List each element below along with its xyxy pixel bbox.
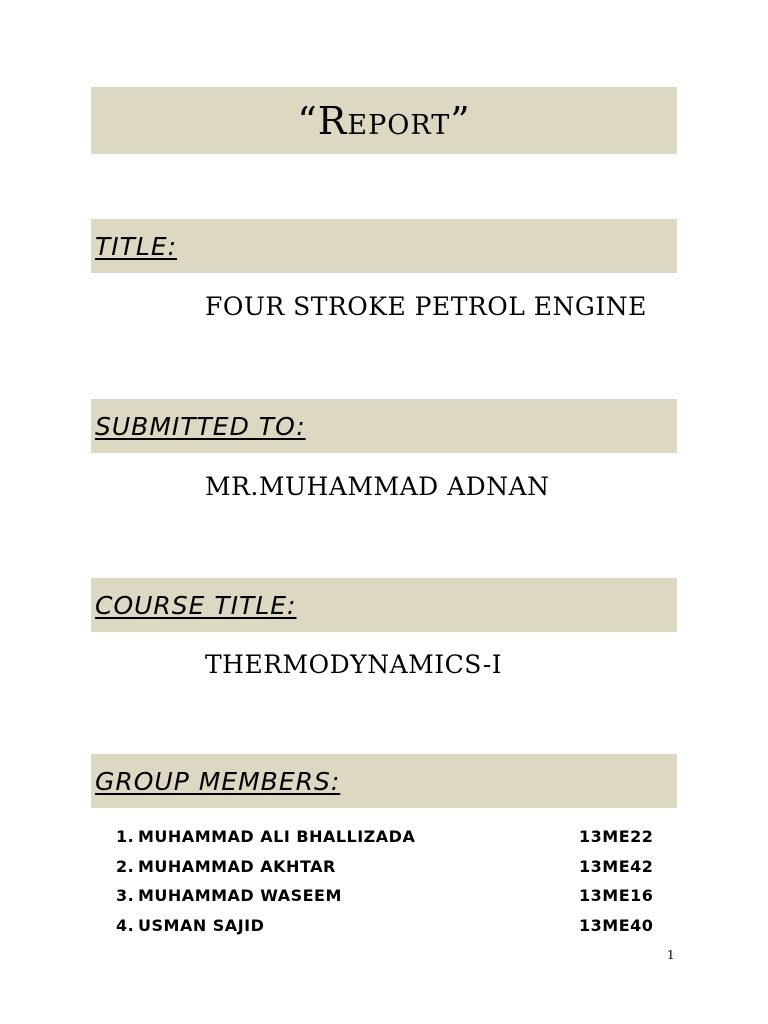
member-name: MUHAMMAD WASEEM [138,886,342,906]
list-item [116,881,661,911]
member-id: 13ME42 [579,856,654,876]
report-title: “Report” [297,98,471,143]
title-section-band [91,219,677,273]
member-id: 13ME40 [579,915,654,935]
submitted-to-heading: SUBMITTED TO: [95,411,306,441]
member-number: 3. [116,886,135,906]
list-item [116,911,661,941]
member-number: 4. [116,915,135,935]
title-value: FOUR STROKE PETROL ENGINE [205,292,647,321]
member-name: MUHAMMAD ALI BHALLIZADA [138,827,416,847]
title-heading: TITLE: [95,231,178,261]
member-name: USMAN SAJID [138,915,265,935]
member-number: 2. [116,856,135,876]
submitted-to-section-band [91,399,677,453]
group-members-heading: GROUP MEMBERS: [95,766,341,796]
list-item [116,852,661,882]
group-members-list [116,822,661,940]
submitted-to-value: MR.MUHAMMAD ADNAN [205,472,550,501]
course-title-value: THERMODYNAMICS-I [205,650,503,679]
member-id: 13ME16 [579,886,654,906]
list-item [116,822,661,852]
report-header-band [91,87,677,154]
group-members-section-band [91,754,677,808]
member-name: MUHAMMAD AKHTAR [138,856,336,876]
member-number: 1. [116,827,135,847]
member-id: 13ME22 [579,827,654,847]
page-number: 1 [667,948,675,962]
course-title-heading: COURSE TITLE: [95,590,297,620]
course-title-section-band [91,578,677,632]
